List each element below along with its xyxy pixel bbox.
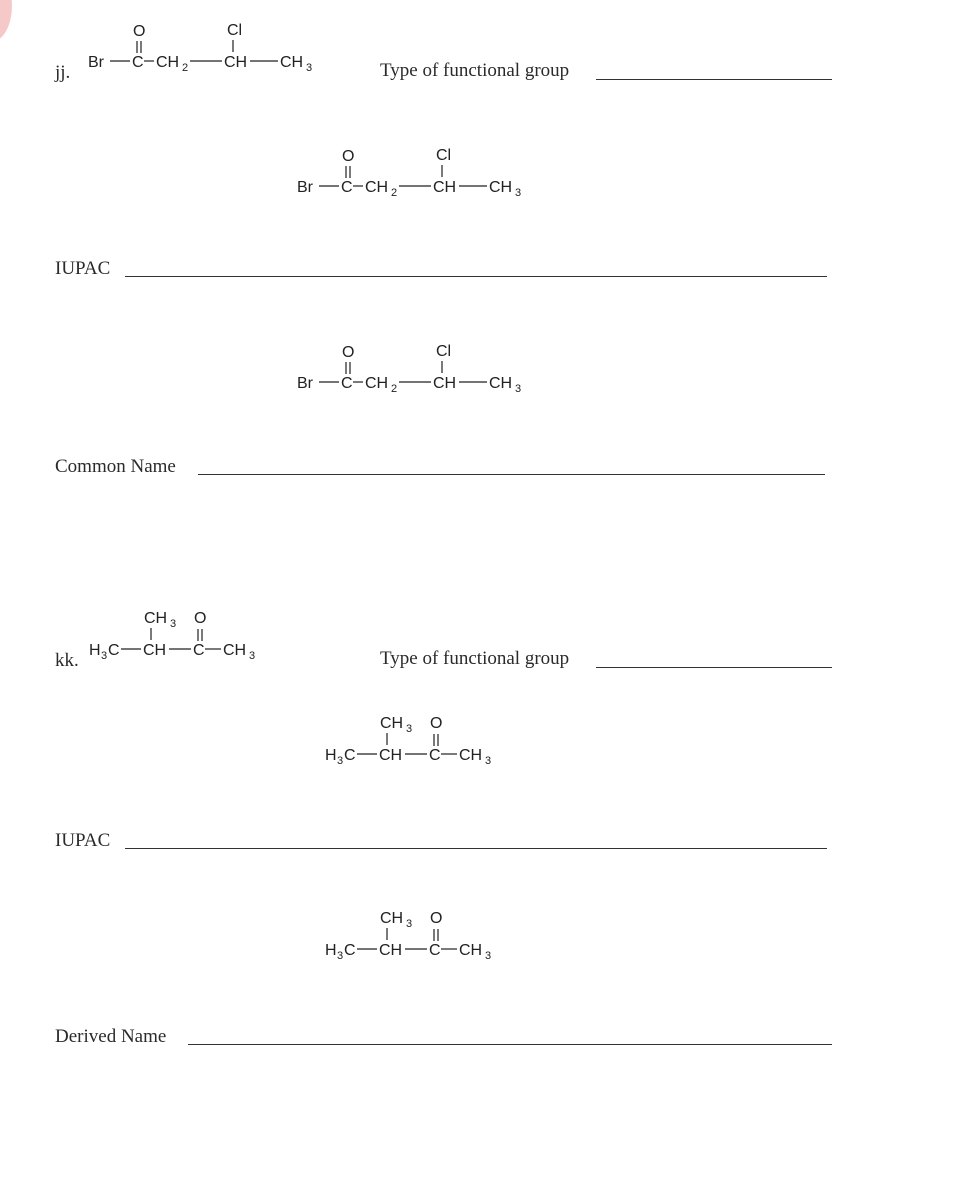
svg-text:CH: CH <box>433 375 457 392</box>
corner-decoration <box>0 0 12 42</box>
svg-text:3: 3 <box>515 383 522 395</box>
svg-text:Br: Br <box>297 179 313 196</box>
svg-text:CH: CH <box>379 942 403 959</box>
question-number-kk: kk. <box>55 650 79 671</box>
structure-jj-iupac <box>297 145 537 205</box>
svg-text:3: 3 <box>101 650 108 662</box>
functional-group-prompt-kk: Type of functional group <box>380 648 570 669</box>
svg-text:O: O <box>194 610 207 627</box>
svg-text:CH: CH <box>144 610 168 627</box>
svg-text:CH: CH <box>459 942 483 959</box>
svg-text:CH: CH <box>365 179 389 196</box>
svg-text:CH: CH <box>280 54 304 71</box>
common-name-answer-line-jj[interactable] <box>198 474 825 475</box>
svg-text:CH: CH <box>489 375 513 392</box>
svg-text:H: H <box>325 942 337 959</box>
structure-kk-iupac <box>325 713 515 773</box>
svg-text:CH: CH <box>223 642 247 659</box>
svg-text:3: 3 <box>485 755 492 767</box>
svg-text:O: O <box>342 344 355 361</box>
svg-text:2: 2 <box>391 187 398 199</box>
functional-group-answer-line-kk[interactable] <box>596 667 832 668</box>
svg-text:C: C <box>193 642 205 659</box>
svg-text:Cl: Cl <box>436 343 452 360</box>
svg-text:3: 3 <box>249 650 256 662</box>
svg-text:H: H <box>325 747 337 764</box>
svg-text:C: C <box>344 942 356 959</box>
svg-text:O: O <box>430 715 443 732</box>
svg-text:3: 3 <box>485 950 492 962</box>
svg-text:Br: Br <box>88 54 104 71</box>
structure-jj-common <box>297 341 537 401</box>
svg-text:3: 3 <box>406 918 413 930</box>
svg-text:O: O <box>430 910 443 927</box>
svg-text:CH: CH <box>380 715 404 732</box>
svg-text:3: 3 <box>337 950 344 962</box>
svg-text:2: 2 <box>391 383 398 395</box>
svg-text:Br: Br <box>297 375 313 392</box>
svg-text:O: O <box>342 148 355 165</box>
structure-kk-header <box>89 608 279 668</box>
svg-text:3: 3 <box>306 62 313 74</box>
svg-text:CH: CH <box>224 54 248 71</box>
question-number-jj: jj. <box>55 62 71 83</box>
iupac-prompt-kk: IUPAC <box>55 830 111 851</box>
svg-text:3: 3 <box>515 187 522 199</box>
svg-text:CH: CH <box>365 375 389 392</box>
svg-text:CH: CH <box>156 54 180 71</box>
svg-text:CH: CH <box>489 179 513 196</box>
svg-text:3: 3 <box>406 723 413 735</box>
svg-text:C: C <box>429 747 441 764</box>
svg-text:3: 3 <box>170 618 177 630</box>
svg-text:O: O <box>133 23 146 40</box>
svg-text:C: C <box>429 942 441 959</box>
svg-text:H: H <box>89 642 101 659</box>
structure-kk-derived <box>325 908 515 968</box>
svg-text:CH: CH <box>380 910 404 927</box>
svg-text:C: C <box>341 179 353 196</box>
svg-text:Cl: Cl <box>227 22 243 39</box>
svg-text:CH: CH <box>143 642 167 659</box>
iupac-answer-line-kk[interactable] <box>125 848 827 849</box>
svg-text:C: C <box>132 54 144 71</box>
structure-jj-header <box>88 20 328 80</box>
functional-group-prompt-jj: Type of functional group <box>380 60 570 81</box>
functional-group-answer-line-jj[interactable] <box>596 79 832 80</box>
svg-text:C: C <box>108 642 120 659</box>
svg-text:C: C <box>341 375 353 392</box>
derived-name-answer-line-kk[interactable] <box>188 1044 832 1045</box>
svg-text:CH: CH <box>459 747 483 764</box>
common-name-prompt-jj: Common Name <box>55 456 176 477</box>
iupac-prompt-jj: IUPAC <box>55 258 111 279</box>
svg-text:2: 2 <box>182 62 189 74</box>
iupac-answer-line-jj[interactable] <box>125 276 827 277</box>
svg-text:CH: CH <box>379 747 403 764</box>
derived-name-prompt-kk: Derived Name <box>55 1026 167 1047</box>
svg-text:CH: CH <box>433 179 457 196</box>
svg-text:Cl: Cl <box>436 147 452 164</box>
svg-text:C: C <box>344 747 356 764</box>
svg-text:3: 3 <box>337 755 344 767</box>
